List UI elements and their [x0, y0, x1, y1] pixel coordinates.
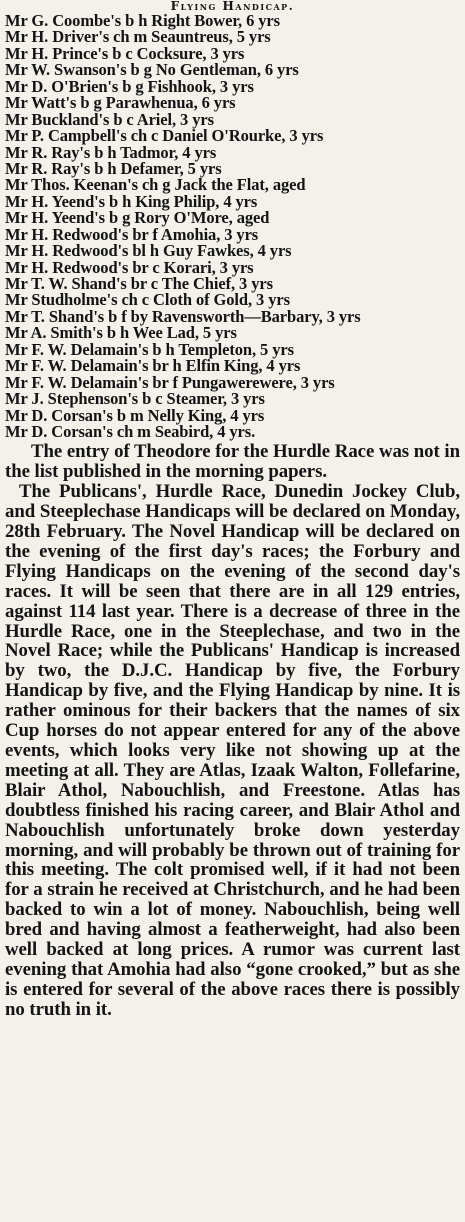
entry-line: Mr F. W. Delamain's br h Elfin King, 4 yrs: [5, 356, 301, 376]
article-paragraph: The Publicans', Hurdle Race, Dunedin Jockey Club, and Steeplechase Handicaps will be declared on Monday, 28th February. The Novel Handicap will be declared on the evening of the first day's races; the Forbury and Flying Handicaps on the evening of the second day's races. It will be seen that there are in all 129 entries, against 114 last year. There is a decrease of three in the Hurdle Race, one in the Steeplechase, and two in the Novel Race; while the Publicans' Handicap is increased by two, the D.J.C. Handicap by five, the Forbury Handicap by five, and the Flying Handicap by nine. It is rather ominous for their backers that the names of six Cup horses do not appear entered for any of the above events, which looks very like not showing up at the meeting at all. They are Atlas, Izaak Walton, Follefarine, Blair Athol, Nabouchlish, and Freestone. Atlas has doubtless finished his racing career, and Blair Athol and Nabouchlish unfortunately broke down yesterday morning, and will probably be thrown out of training for this meeting. The colt promised well, if it had not been for a strain he received at Christchurch, and he had been backed to win a lot of money. Nabouchlish, being well bred and having almost a featherweight, had also been well backed at long prices. A rumor was current last evening that Amohia had also “gone crooked,” but as she is entered for several of the above races there is possibly no truth in it.: [5, 481, 460, 1020]
entry-line: Mr H. Yeend's b g Rory O'More, aged: [5, 208, 270, 228]
entry-line: Mr D. O'Brien's b g Fishhook, 3 yrs: [5, 76, 254, 96]
entry-line: Mr H. Prince's b c Cocksure, 3 yrs: [5, 43, 245, 63]
entry-line: Mr Watt's b g Parawhenua, 6 yrs: [5, 93, 236, 113]
entry-line: Mr T. Shand's b f by Ravensworth—Barbary, 3 yrs: [5, 306, 361, 326]
entry-line: Mr H. Redwood's br c Korari, 3 yrs: [5, 257, 254, 277]
entries-list: [5, 13, 460, 440]
entry-line: Mr R. Ray's b h Tadmor, 4 yrs: [5, 142, 217, 162]
entry-line: Mr G. Coombe's b h Right Bower, 6 yrs: [5, 11, 280, 30]
entry-line: Mr D. Corsan's ch m Seabird, 4 yrs.: [5, 421, 256, 441]
entry-line: Mr F. W. Delamain's br f Pungawerewere, 3 yrs: [5, 372, 335, 392]
entry-line: Mr A. Smith's b h Wee Lad, 5 yrs: [5, 323, 237, 343]
entry-line: Mr P. Campbell's ch c Daniel O'Rourke, 3 yrs: [5, 126, 324, 146]
entry-line: Mr D. Corsan's b m Nelly King, 4 yrs: [5, 405, 265, 425]
entry-line: Mr J. Stephenson's b c Steamer, 3 yrs: [5, 389, 265, 409]
entry-line: Mr H. Driver's ch m Seauntreus, 5 yrs: [5, 27, 271, 47]
entry-line: Mr F. W. Delamain's b h Templeton, 5 yrs: [5, 339, 294, 359]
article-paragraph: The entry of Theodore for the Hurdle Race was not in the list published in the morning papers.: [5, 441, 460, 483]
entry-line: Mr H. Redwood's br f Amohia, 3 yrs: [5, 224, 259, 244]
entry-line: Mr H. Yeend's b h King Philip, 4 yrs: [5, 191, 258, 211]
entry-line: Mr W. Swanson's b g No Gentleman, 6 yrs: [5, 60, 299, 80]
section-heading: Flying Handicap.: [170, 0, 295, 13]
entry-line: Mr Buckland's b c Ariel, 3 yrs: [5, 109, 214, 129]
entry-line: Mr R. Ray's b h Defamer, 5 yrs: [5, 158, 222, 178]
entry-line: Mr T. W. Shand's br c The Chief, 3 yrs: [5, 274, 273, 293]
entry-line: Mr Studholme's ch c Cloth of Gold, 3 yrs: [5, 290, 290, 310]
entry-line: Mr Thos. Keenan's ch g Jack the Flat, aged: [5, 175, 306, 195]
entry-line: Mr H. Redwood's bl h Guy Fawkes, 4 yrs: [5, 241, 292, 261]
